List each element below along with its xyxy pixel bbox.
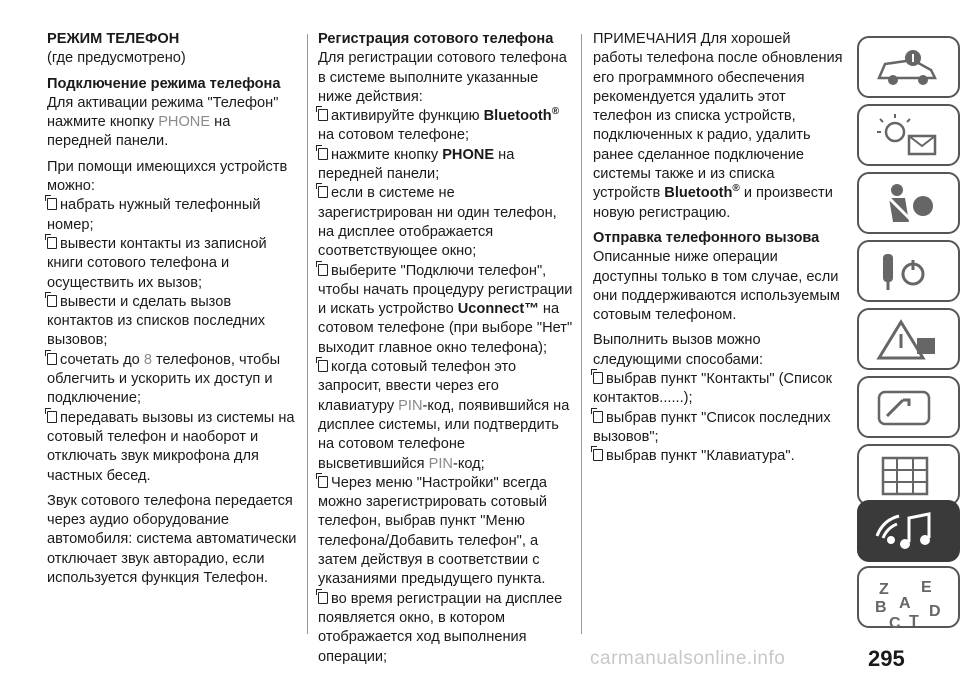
- list-item: набрать нужный телефонный номер;: [47, 197, 261, 233]
- column-divider: [307, 34, 308, 634]
- tab-warning-lights[interactable]: [857, 104, 960, 166]
- bullet-icon: [47, 198, 57, 210]
- paragraph-operations: Описанные ниже операции доступны только в том случае, если они поддерживаются используемым сотовым телефоном.: [593, 249, 840, 324]
- bullet-icon: [593, 372, 603, 384]
- bullet-icon: [318, 476, 328, 488]
- column-1: [47, 30, 297, 594]
- index-icon: [873, 576, 953, 630]
- tab-maintenance[interactable]: [857, 376, 960, 438]
- column-3: [593, 30, 843, 467]
- heading-registration: Регистрация сотового телефона: [318, 31, 554, 47]
- list-item: Через меню "Настройки" всегда можно зарегистрировать сотовый телефон, выбрав пункт "Меню телефона/Добавить телефон", а затем действуя в соответствии с указаниями предыдущего пункта.: [318, 474, 547, 588]
- list-item: передавать вызовы из системы на сотовый телефон и наоборот и отключать звук микрофона для частных бесед.: [47, 409, 295, 484]
- paragraph-audio: Звук сотового телефона передается через аудио оборудование автомобиля: система автоматически отключает звук авторадио, если используется функция Телефон.: [47, 492, 297, 587]
- bullet-icon: [47, 411, 57, 423]
- tab-car-info[interactable]: [857, 36, 960, 98]
- multimedia-icon: [873, 510, 943, 554]
- bullet-icon: [47, 353, 57, 365]
- bullet-icon: [318, 264, 328, 276]
- svg-text:D: D: [929, 603, 941, 620]
- column-divider: [581, 34, 582, 634]
- tab-emergency[interactable]: [857, 308, 960, 370]
- list-item: сочетать до 8 телефонов, чтобы облегчить и ускорить их доступ и подключение;: [47, 351, 281, 407]
- watermark: carmanualsonline.info: [590, 648, 786, 669]
- bullet-icon: [318, 148, 328, 160]
- heading-phone-mode: Подключение режима телефона: [47, 75, 281, 92]
- bullet-icon: [47, 295, 57, 307]
- seatbelt-safety-icon: [873, 182, 943, 226]
- warning-lights-icon: [873, 114, 943, 158]
- list-item: выберите "Подключи телефон", чтобы начать процедуру регистрации и искать устройство Uconnect™ на сотовом телефоне (при выборе "Нет" выходит главное окно телефона);: [318, 262, 573, 356]
- bullet-icon: [593, 411, 603, 423]
- bullet-icon: [47, 237, 57, 249]
- svg-text:B: B: [875, 599, 887, 616]
- list-item: когда сотовый телефон это запросит, ввести через его клавиатуру PIN-код, появившийся на дисплее системы, или подтвердить на сотовом телефоне высветившийся PIN-код;: [318, 359, 570, 472]
- specifications-icon: [873, 454, 943, 498]
- list-item: вывести и сделать вызов контактов из списков последних вызовов;: [47, 293, 266, 349]
- bullet-icon: [318, 109, 328, 121]
- tab-multimedia[interactable]: [857, 500, 960, 562]
- list-item: выбрав пункт "Клавиатура".: [593, 447, 843, 466]
- tab-specifications[interactable]: [857, 444, 960, 506]
- tab-safety[interactable]: [857, 172, 960, 234]
- page-number: 295: [868, 646, 905, 671]
- section-subtitle: (где предусмотрено): [47, 50, 186, 67]
- svg-text:A: A: [899, 595, 911, 612]
- paragraph-devices: При помощи имеющихся устройств можно:: [47, 158, 288, 195]
- list-item: выбрав пункт "Список последних вызовов";: [593, 409, 831, 445]
- svg-text:E: E: [921, 579, 932, 596]
- heading-call: Отправка телефонного вызова: [593, 229, 820, 246]
- list-item: активируйте функцию Bluetooth® на сотовом телефоне;: [318, 106, 560, 144]
- svg-text:Z: Z: [879, 581, 889, 598]
- bullet-icon: [318, 592, 328, 604]
- emergency-triangle-icon: [873, 318, 943, 362]
- bullet-icon: [318, 360, 328, 372]
- car-info-icon: [873, 46, 943, 90]
- key-start-icon: [873, 250, 943, 294]
- list-item: если в системе не зарегистрирован ни один телефон, на дисплее отображается соответствующее окно;: [318, 185, 557, 260]
- paragraph-note: ПРИМЕЧАНИЯ Для хорошей работы телефона после обновления его программного обеспечения рекомендуется удалить этот телефон из списка устройств, подключенных к радио, удалить ранее сделанное подключение системы также и из списка устройств Bluetooth® и произвести новую регистрацию.: [593, 31, 843, 221]
- paragraph-registration: Для регистрации сотового телефона в системе выполните указанные ниже действия:: [318, 50, 567, 105]
- list-item: во время регистрации на дисплее появляется окно, в котором отображается ход выполнения операции;: [318, 590, 563, 665]
- tab-index[interactable]: [857, 566, 960, 628]
- column-2: [318, 30, 573, 667]
- bullet-icon: [318, 186, 328, 198]
- bullet-icon: [593, 449, 603, 461]
- maintenance-icon: [873, 386, 943, 430]
- svg-text:C: C: [889, 615, 901, 630]
- tab-starting[interactable]: [857, 240, 960, 302]
- paragraph-activation: Для активации режима "Телефон" нажмите кнопку PHONE на передней панели.: [47, 94, 279, 150]
- list-item: выбрав пункт "Контакты" (Список контактов......);: [593, 371, 833, 407]
- list-item: нажмите кнопку PHONE на передней панели;: [318, 146, 515, 183]
- svg-text:T: T: [909, 613, 919, 630]
- paragraph-methods: Выполнить вызов можно следующими способами:: [593, 332, 764, 368]
- section-title: РЕЖИМ ТЕЛЕФОН: [47, 31, 180, 47]
- phone-button-label: PHONE: [158, 114, 211, 131]
- list-item: вывести контакты из записной книги сотового телефона и осуществить их вызов;: [47, 235, 267, 291]
